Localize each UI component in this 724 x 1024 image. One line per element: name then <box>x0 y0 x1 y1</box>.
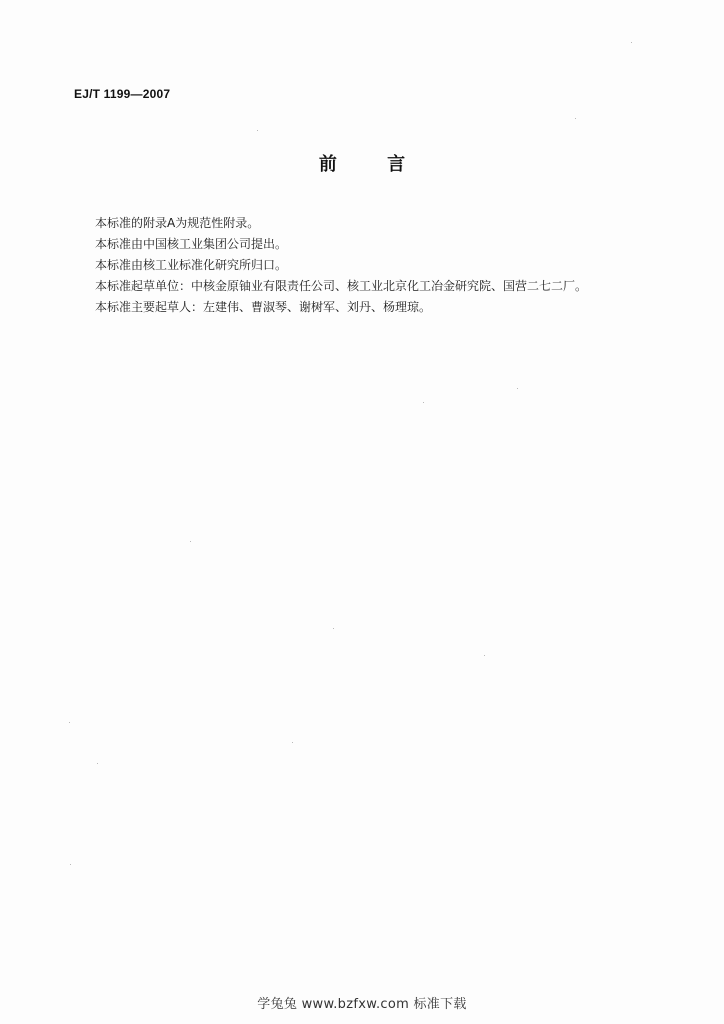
scan-speck <box>575 118 576 119</box>
paragraph-proposer: 本标准由中国核工业集团公司提出。 <box>95 237 288 251</box>
scan-speck <box>70 864 71 865</box>
scan-speck <box>423 402 424 403</box>
standard-number: EJ/T 1199—2007 <box>74 87 171 101</box>
scan-speck <box>484 655 485 656</box>
scan-speck <box>257 130 258 131</box>
scan-speck <box>292 742 293 743</box>
paragraph-administrator: 本标准由核工业标准化研究所归口。 <box>95 258 288 272</box>
page-title: 前 言 <box>318 154 428 175</box>
paragraph-drafting-units: 本标准起草单位：中核金原铀业有限责任公司、核工业北京化工冶金研究院、国营二七二厂。 <box>95 279 588 293</box>
scan-speck <box>69 722 70 723</box>
scan-speck <box>631 42 632 43</box>
scan-speck <box>97 763 98 764</box>
scan-speck <box>517 388 518 389</box>
paragraph-annex: 本标准的附录A为规范性附录。 <box>95 216 260 230</box>
scan-speck <box>190 541 191 542</box>
paragraph-drafters: 本标准主要起草人：左建伟、曹淑琴、谢树军、刘丹、杨理琼。 <box>95 300 432 314</box>
footer-watermark: 学兔兔 www.bzfxw.com 标准下载 <box>257 997 467 1012</box>
scan-speck <box>333 628 334 629</box>
foreword-body <box>95 213 695 318</box>
